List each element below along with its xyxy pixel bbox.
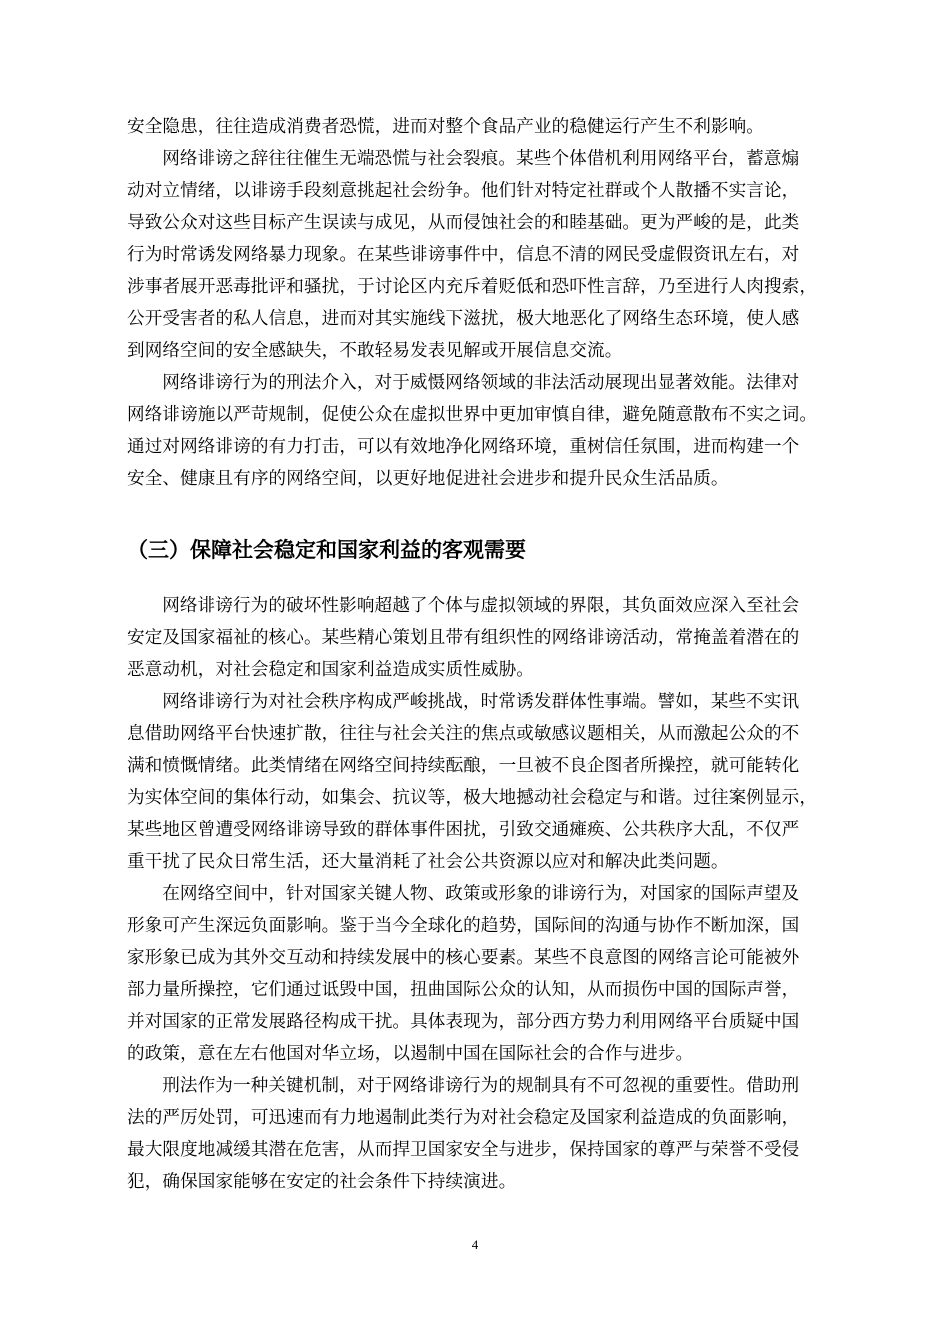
paragraph-line: 安全、健康且有序的网络空间，以更好地促进社会进步和提升民众生活品质。: [127, 469, 729, 489]
paragraph-line: 刑法作为一种关键机制，对于网络诽谤行为的规制具有不可忽视的重要性。借助刑: [162, 1076, 800, 1096]
paragraph: [127, 590, 865, 686]
paragraph-line: 安全隐患，往往造成消费者恐慌，进而对整个食品产业的稳健运行产生不利影响。: [127, 117, 764, 137]
paragraph-line: 网络诽谤之辞往往催生无端恐慌与社会裂痕。某些个体借机利用网络平台，蓄意煽: [162, 149, 800, 169]
paragraph-line: 家形象已成为其外交互动和持续发展中的核心要素。某些不良意图的网络言论可能被外: [127, 948, 800, 968]
section-body-top: [127, 111, 865, 495]
paragraph-line: 公开受害者的私人信息，进而对其实施线下滋扰，极大地恶化了网络生态环境，使人感: [127, 309, 800, 329]
paragraph-line: 满和愤慨情绪。此类情绪在网络空间持续酝酿，一旦被不良企图者所操控，就可能转化: [127, 756, 800, 776]
paragraph-line: 部力量所操控，它们通过诋毁中国，扭曲国际公众的认知，从而损伤中国的国际声誉，: [127, 980, 800, 1000]
paragraph-line: 网络诽谤行为的破坏性影响超越了个体与虚拟领域的界限，其负面效应深入至社会: [162, 596, 800, 616]
paragraph-line: 最大限度地减缓其潜在危害，从而捍卫国家安全与进步，保持国家的尊严与荣誉不受侵: [127, 1140, 800, 1160]
paragraph-line: 导致公众对这些目标产生误读与成见，从而侵蚀社会的和睦基础。更为严峻的是，此类: [127, 213, 800, 233]
paragraph-line: 形象可产生深远负面影响。鉴于当今全球化的趋势，国际间的沟通与协作不断加深，国: [127, 916, 800, 936]
page-number: 4: [471, 1237, 479, 1252]
paragraph-line: 在网络空间中，针对国家关键人物、政策或形象的诽谤行为，对国家的国际声望及: [162, 884, 800, 904]
paragraph: [127, 111, 865, 143]
paragraph-line: 某些地区曾遭受网络诽谤导致的群体事件困扰，引致交通瘫痪、公共秩序大乱，不仅严: [127, 820, 800, 840]
paragraph-line: 行为时常诱发网络暴力现象。在某些诽谤事件中，信息不清的网民受虚假资讯左右，对: [127, 245, 800, 265]
paragraph: [127, 367, 865, 495]
paragraph-line: 网络诽谤行为的刑法介入，对于威慑网络领域的非法活动展现出显著效能。法律对: [162, 373, 800, 393]
paragraph-line: 息借助网络平台快速扩散，往往与社会关注的焦点或敏感议题相关，从而激起公众的不: [127, 724, 800, 744]
paragraph-line: 恶意动机，对社会稳定和国家利益造成实质性威胁。: [127, 660, 534, 680]
paragraph-line: 到网络空间的安全感缺失，不敢轻易发表见解或开展信息交流。: [127, 341, 623, 361]
paragraph-line: 法的严厉处罚，可迅速而有力地遏制此类行为对社会稳定及国家利益造成的负面影响，: [127, 1108, 800, 1128]
paragraph-line: 并对国家的正常发展路径构成干扰。具体表现为，部分西方势力利用网络平台质疑中国: [127, 1012, 800, 1032]
paragraph-line: 为实体空间的集体行动，如集会、抗议等，极大地撼动社会稳定与和谐。过往案例显示，: [127, 788, 818, 808]
section-body-bottom: [127, 590, 865, 1198]
paragraph: [127, 143, 865, 367]
paragraph-line: 涉事者展开恶毒批评和骚扰，于讨论区内充斥着贬低和恐吓性言辞，乃至进行人肉搜索，: [127, 277, 818, 297]
paragraph: [127, 686, 865, 878]
paragraph: [127, 878, 865, 1070]
section-heading: （三）保障社会稳定和国家利益的客观需要: [127, 538, 526, 562]
paragraph: [127, 1070, 865, 1198]
paragraph-line: 网络诽谤行为对社会秩序构成严峻挑战，时常诱发群体性事端。譬如，某些不实讯: [162, 692, 800, 712]
paragraph-line: 动对立情绪，以诽谤手段刻意挑起社会纷争。他们针对特定社群或个人散播不实言论，: [127, 181, 800, 201]
paragraph-line: 重干扰了民众日常生活，还大量消耗了社会公共资源以应对和解决此类问题。: [127, 852, 729, 872]
paragraph-line: 的政策，意在左右他国对华立场，以遏制中国在国际社会的合作与进步。: [127, 1044, 694, 1064]
paragraph-line: 网络诽谤施以严苛规制，促使公众在虚拟世界中更加审慎自律，避免随意散布不实之词。: [127, 405, 818, 425]
paragraph-line: 通过对网络诽谤的有力打击，可以有效地净化网络环境，重树信任氛围，进而构建一个: [127, 437, 800, 457]
paragraph-line: 犯，确保国家能够在安定的社会条件下持续演进。: [127, 1172, 517, 1192]
paragraph-line: 安定及国家福祉的核心。某些精心策划且带有组织性的网络诽谤活动，常掩盖着潜在的: [127, 628, 800, 648]
